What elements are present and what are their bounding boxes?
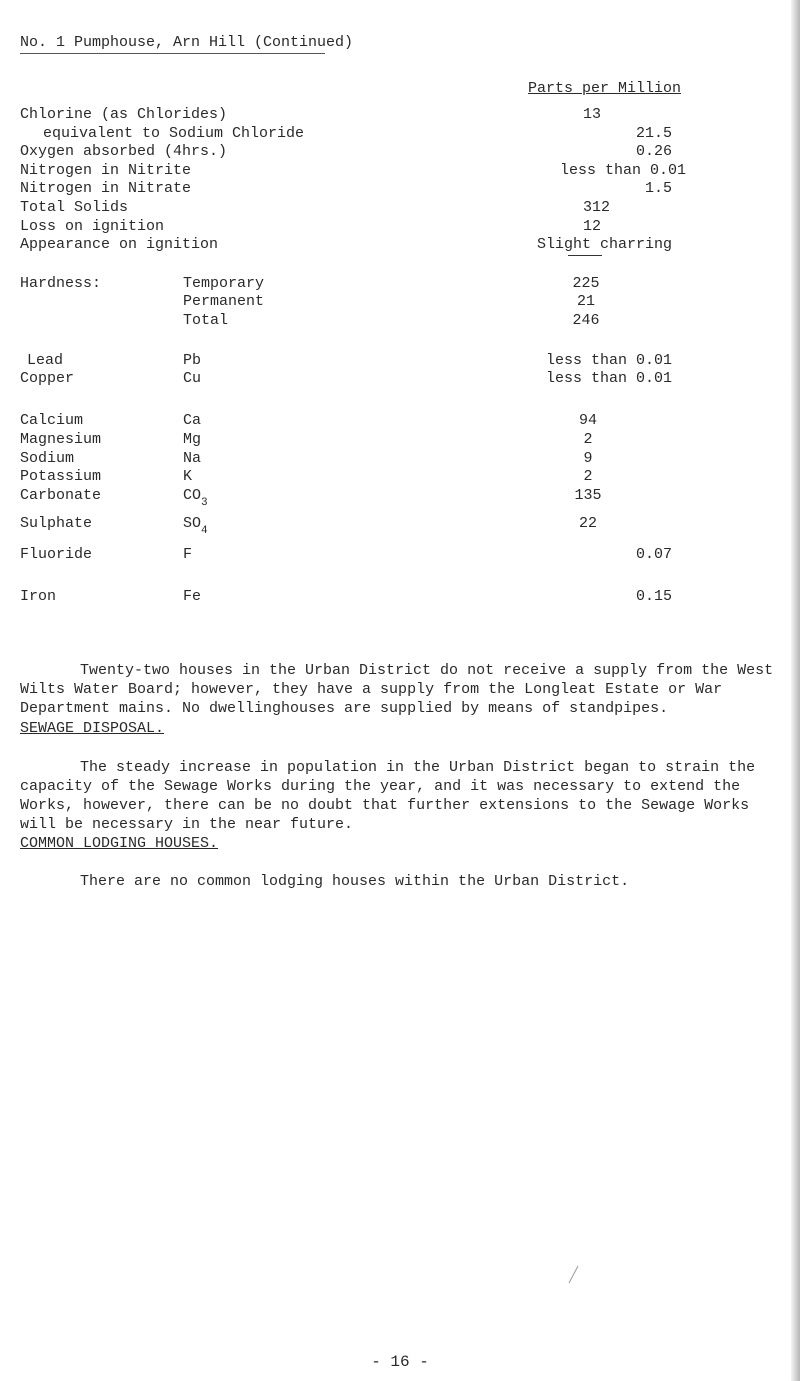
analysis-value: 12 [583, 218, 602, 235]
trace-name: Iron [20, 588, 57, 605]
ion-symbol [183, 468, 192, 485]
hardness-type: Total [183, 312, 229, 329]
metal-name: Lead [27, 352, 64, 369]
ion-symbol-text: Mg [183, 431, 202, 448]
sewage-paragraph: The steady increase in population in the Urban District began to strain the capacity of the Sewage Works during the year, and it was necessary to extend the Works, however, there can be no doubt that further extensions to the Sewage Works will be necessary in the near future. [20, 759, 756, 833]
hardness-value: 225 [572, 275, 600, 292]
ion-symbol [183, 450, 201, 467]
hardness-value: 21 [576, 293, 595, 310]
analysis-value: 13 [583, 106, 602, 123]
metal-value: less than 0.01 [545, 352, 672, 369]
lodging-heading: COMMON LODGING HOUSES. [20, 835, 219, 852]
header-underline [20, 53, 325, 54]
ion-symbol [183, 412, 201, 429]
analysis-label: Total Solids [20, 199, 129, 216]
ion-value: 2 [583, 468, 593, 485]
ion-symbol-text: K [183, 468, 193, 485]
lodging-paragraph: There are no common lodging houses within the Urban District. [80, 873, 630, 890]
ion-symbol-text: Ca [183, 412, 202, 429]
ion-name: Magnesium [20, 431, 102, 448]
analysis-value: 21.5 [635, 125, 672, 142]
trace-symbol: Fe [183, 588, 202, 605]
page-number: - 16 - [371, 1353, 429, 1371]
trace-name: Fluoride [20, 546, 93, 563]
analysis-value: less than 0.01 [560, 162, 687, 179]
ion-value: 135 [574, 487, 602, 504]
page-edge-shadow [791, 0, 800, 1381]
ion-name: Potassium [20, 468, 102, 485]
analysis-label: Nitrogen in Nitrite [20, 162, 192, 179]
hardness-type: Temporary [183, 275, 265, 292]
analysis-value: 0.26 [635, 143, 672, 160]
hardness-label: Hardness: [20, 275, 102, 292]
analysis-value: 1.5 [644, 180, 672, 197]
page-header: No. 1 Pumphouse, Arn Hill (Continued) [20, 34, 354, 51]
ion-value: 22 [578, 515, 597, 532]
ion-symbol-text: SO [183, 515, 202, 532]
pen-stroke-mark [566, 1265, 580, 1285]
ion-name: Carbonate [20, 487, 102, 504]
water-supply-paragraph: Twenty-two houses in the Urban District do not receive a supply from the West Wilts Water Board; however, they have a supply from the Longleat Estate or War Department mains. No dwellinghouses are supplied by means of standpipes. [20, 662, 774, 717]
metal-symbol: Pb [183, 352, 202, 369]
analysis-label: Appearance on ignition [20, 236, 219, 253]
ion-symbol-text: CO [183, 487, 202, 504]
analysis-value: Slight charring [536, 236, 672, 253]
ion-symbol [183, 515, 208, 537]
ion-value: 94 [578, 412, 597, 429]
analysis-value: 312 [583, 199, 611, 216]
ion-name: Sodium [20, 450, 75, 467]
analysis-label: Loss on ignition [20, 218, 165, 235]
hardness-sum-line [568, 255, 602, 256]
metal-symbol: Cu [183, 370, 202, 387]
trace-symbol: F [183, 546, 193, 563]
trace-value: 0.07 [635, 546, 672, 563]
analysis-label: Chlorine (as Chlorides) [20, 106, 228, 123]
metal-name: Copper [20, 370, 75, 387]
ion-value: 2 [583, 431, 593, 448]
ion-value: 9 [583, 450, 593, 467]
hardness-type: Permanent [183, 293, 265, 310]
analysis-label: equivalent to Sodium Chloride [43, 125, 305, 142]
ion-name: Calcium [20, 412, 84, 429]
ion-symbol [183, 431, 201, 448]
sewage-heading: SEWAGE DISPOSAL. [20, 720, 165, 737]
ion-symbol-subscript: 3 [201, 497, 208, 509]
ion-symbol [183, 487, 208, 509]
units-heading: Parts per Million [528, 80, 682, 97]
trace-value: 0.15 [635, 588, 672, 605]
ion-symbol-text: Na [183, 450, 202, 467]
analysis-label: Nitrogen in Nitrate [20, 180, 192, 197]
hardness-value: 246 [572, 312, 600, 329]
analysis-label: Oxygen absorbed (4hrs.) [20, 143, 228, 160]
metal-value: less than 0.01 [545, 370, 672, 387]
ion-name: Sulphate [20, 515, 93, 532]
ion-symbol-subscript: 4 [201, 525, 208, 537]
